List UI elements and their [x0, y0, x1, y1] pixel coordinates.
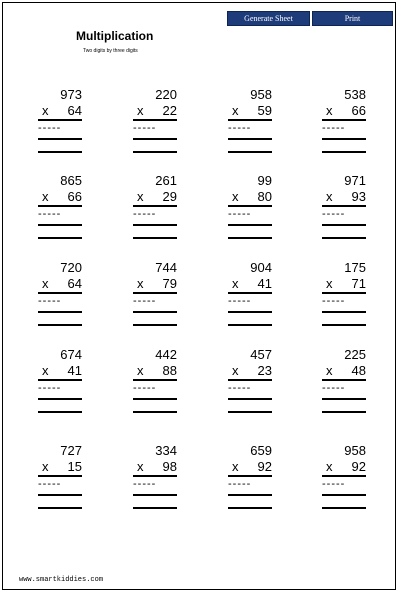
times-sign: x — [137, 103, 144, 118]
answer-line — [322, 311, 366, 313]
multiplier: 92 — [351, 459, 366, 474]
times-sign: x — [232, 103, 239, 118]
answer-line — [322, 324, 366, 326]
answer-line — [322, 151, 366, 153]
product-rule — [322, 379, 366, 381]
times-sign: x — [137, 276, 144, 291]
multiplicand: 744 — [155, 260, 177, 275]
multiplier: 48 — [351, 363, 366, 378]
answer-line — [228, 138, 272, 140]
answer-line — [322, 494, 366, 496]
multiplicand: 538 — [344, 87, 366, 102]
multiplier: 23 — [257, 363, 272, 378]
product-rule — [322, 475, 366, 477]
answer-line — [133, 398, 177, 400]
answer-line — [38, 411, 82, 413]
product-rule — [228, 379, 272, 381]
times-sign: x — [326, 189, 333, 204]
work-dashes: ----- — [322, 382, 346, 394]
times-sign: x — [42, 459, 49, 474]
work-dashes: ----- — [133, 295, 157, 307]
work-dashes: ----- — [133, 382, 157, 394]
answer-line — [133, 224, 177, 226]
answer-line — [133, 411, 177, 413]
answer-line — [38, 324, 82, 326]
answer-line — [38, 224, 82, 226]
print-button[interactable]: Print — [312, 11, 393, 26]
product-rule — [322, 119, 366, 121]
work-dashes: ----- — [322, 478, 346, 490]
work-dashes: ----- — [38, 382, 62, 394]
answer-line — [133, 138, 177, 140]
times-sign: x — [232, 459, 239, 474]
product-rule — [38, 119, 82, 121]
times-sign: x — [326, 103, 333, 118]
product-rule — [38, 292, 82, 294]
answer-line — [322, 398, 366, 400]
answer-line — [133, 324, 177, 326]
product-rule — [133, 205, 177, 207]
answer-line — [38, 507, 82, 509]
multiplier: 79 — [162, 276, 177, 291]
answer-line — [228, 411, 272, 413]
multiplier: 98 — [162, 459, 177, 474]
work-dashes: ----- — [228, 122, 252, 134]
multiplicand: 220 — [155, 87, 177, 102]
multiplier: 93 — [351, 189, 366, 204]
answer-line — [228, 311, 272, 313]
multiplicand: 973 — [60, 87, 82, 102]
page-title: Multiplication — [76, 29, 154, 43]
multiplier: 92 — [257, 459, 272, 474]
product-rule — [133, 379, 177, 381]
answer-line — [38, 237, 82, 239]
times-sign: x — [42, 103, 49, 118]
multiplicand: 334 — [155, 443, 177, 458]
product-rule — [228, 119, 272, 121]
answer-line — [133, 237, 177, 239]
multiplicand: 727 — [60, 443, 82, 458]
times-sign: x — [42, 276, 49, 291]
answer-line — [38, 494, 82, 496]
answer-line — [133, 494, 177, 496]
multiplier: 80 — [257, 189, 272, 204]
answer-line — [38, 311, 82, 313]
product-rule — [133, 119, 177, 121]
work-dashes: ----- — [38, 208, 62, 220]
answer-line — [133, 311, 177, 313]
answer-line — [228, 151, 272, 153]
answer-line — [228, 507, 272, 509]
multiplier: 64 — [67, 276, 82, 291]
answer-line — [322, 411, 366, 413]
product-rule — [38, 205, 82, 207]
multiplicand: 457 — [250, 347, 272, 362]
product-rule — [38, 379, 82, 381]
work-dashes: ----- — [228, 478, 252, 490]
multiplier: 15 — [67, 459, 82, 474]
multiplier: 66 — [67, 189, 82, 204]
multiplicand: 442 — [155, 347, 177, 362]
multiplicand: 225 — [344, 347, 366, 362]
work-dashes: ----- — [133, 208, 157, 220]
product-rule — [322, 205, 366, 207]
answer-line — [322, 224, 366, 226]
times-sign: x — [232, 363, 239, 378]
product-rule — [228, 292, 272, 294]
work-dashes: ----- — [322, 122, 346, 134]
multiplicand: 971 — [344, 173, 366, 188]
product-rule — [228, 475, 272, 477]
multiplier: 29 — [162, 189, 177, 204]
times-sign: x — [42, 189, 49, 204]
multiplicand: 674 — [60, 347, 82, 362]
multiplicand: 175 — [344, 260, 366, 275]
page-subtitle: Two digits by three digits — [83, 48, 138, 54]
work-dashes: ----- — [38, 122, 62, 134]
answer-line — [38, 151, 82, 153]
multiplier: 41 — [257, 276, 272, 291]
multiplier: 71 — [351, 276, 366, 291]
multiplicand: 904 — [250, 260, 272, 275]
answer-line — [322, 237, 366, 239]
multiplier: 64 — [67, 103, 82, 118]
work-dashes: ----- — [38, 295, 62, 307]
times-sign: x — [326, 363, 333, 378]
times-sign: x — [137, 189, 144, 204]
answer-line — [133, 507, 177, 509]
times-sign: x — [137, 459, 144, 474]
times-sign: x — [137, 363, 144, 378]
work-dashes: ----- — [38, 478, 62, 490]
multiplier: 88 — [162, 363, 177, 378]
times-sign: x — [232, 276, 239, 291]
product-rule — [133, 292, 177, 294]
work-dashes: ----- — [322, 295, 346, 307]
answer-line — [133, 151, 177, 153]
multiplicand: 865 — [60, 173, 82, 188]
product-rule — [228, 205, 272, 207]
answer-line — [38, 138, 82, 140]
multiplicand: 720 — [60, 260, 82, 275]
times-sign: x — [232, 189, 239, 204]
work-dashes: ----- — [322, 208, 346, 220]
generate-sheet-button[interactable]: Generate Sheet — [227, 11, 310, 26]
answer-line — [228, 224, 272, 226]
answer-line — [38, 398, 82, 400]
multiplicand: 958 — [250, 87, 272, 102]
answer-line — [322, 138, 366, 140]
multiplicand: 99 — [257, 173, 272, 188]
answer-line — [228, 398, 272, 400]
work-dashes: ----- — [133, 122, 157, 134]
work-dashes: ----- — [228, 208, 252, 220]
answer-line — [228, 494, 272, 496]
times-sign: x — [42, 363, 49, 378]
multiplier: 66 — [351, 103, 366, 118]
site-url: www.smartkiddies.com — [19, 576, 104, 584]
answer-line — [322, 507, 366, 509]
answer-line — [228, 324, 272, 326]
multiplicand: 659 — [250, 443, 272, 458]
answer-line — [228, 237, 272, 239]
multiplier: 22 — [162, 103, 177, 118]
product-rule — [38, 475, 82, 477]
product-rule — [133, 475, 177, 477]
work-dashes: ----- — [133, 478, 157, 490]
times-sign: x — [326, 276, 333, 291]
product-rule — [322, 292, 366, 294]
multiplier: 41 — [67, 363, 82, 378]
multiplicand: 958 — [344, 443, 366, 458]
work-dashes: ----- — [228, 295, 252, 307]
multiplier: 59 — [257, 103, 272, 118]
times-sign: x — [326, 459, 333, 474]
work-dashes: ----- — [228, 382, 252, 394]
multiplicand: 261 — [155, 173, 177, 188]
